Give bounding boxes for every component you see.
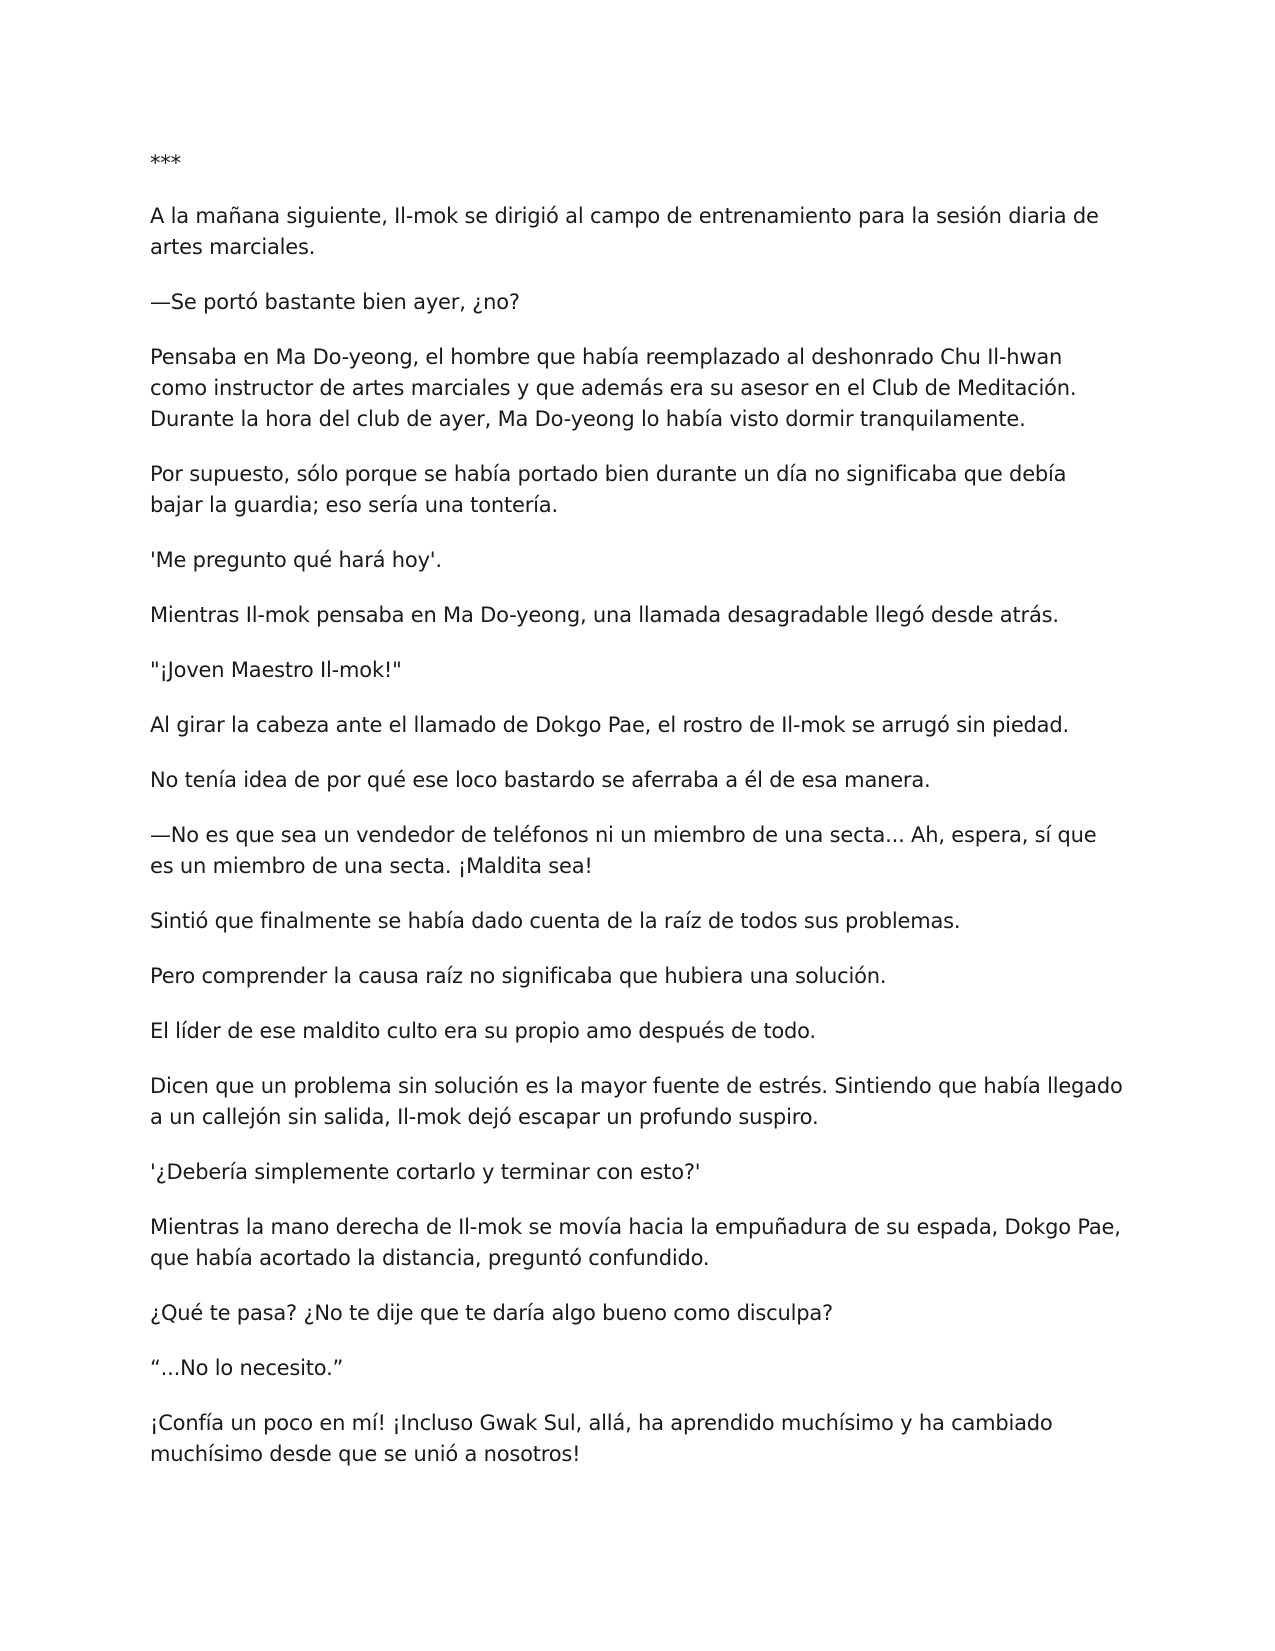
paragraph: Sintió que finalmente se había dado cuenta de la raíz de todos sus problemas. bbox=[150, 909, 961, 933]
section-separator: *** bbox=[150, 151, 181, 175]
paragraph: Mientras Il-mok pensaba en Ma Do-yeong, una llamada desagradable llegó desde atrás. bbox=[150, 603, 1059, 627]
paragraph: '¿Debería simplemente cortarlo y terminar con esto?' bbox=[150, 1160, 701, 1184]
paragraph: ¿Qué te pasa? ¿No te dije que te daría algo bueno como disculpa? bbox=[150, 1301, 833, 1325]
paragraph: Pensaba en Ma Do-yeong, el hombre que había reemplazado al deshonrado Chu Il-hwan como instructor de artes marciales y que además era su asesor en el Club de Meditación. Durante la hora del club de ayer, Ma Do-yeong lo había visto dormir tranquilamente. bbox=[150, 345, 1077, 431]
paragraph: No tenía idea de por qué ese loco bastardo se aferraba a él de esa manera. bbox=[150, 768, 931, 792]
paragraph: El líder de ese maldito culto era su propio amo después de todo. bbox=[150, 1019, 816, 1043]
paragraph: Dicen que un problema sin solución es la mayor fuente de estrés. Sintiendo que había llegado a un callejón sin salida, Il-mok dejó escapar un profundo suspiro. bbox=[150, 1074, 1123, 1129]
paragraph: “...No lo necesito.” bbox=[150, 1356, 344, 1380]
paragraph: "¡Joven Maestro Il-mok!" bbox=[150, 658, 402, 682]
paragraph: —Se portó bastante bien ayer, ¿no? bbox=[150, 290, 520, 314]
paragraph: ¡Confía un poco en mí! ¡Incluso Gwak Sul, allá, ha aprendido muchísimo y ha cambiado muchísimo desde que se unió a nosotros! bbox=[150, 1411, 1053, 1466]
document-body bbox=[150, 148, 1125, 1494]
paragraph: A la mañana siguiente, Il-mok se dirigió al campo de entrenamiento para la sesión diaria de artes marciales. bbox=[150, 204, 1099, 259]
paragraph: Al girar la cabeza ante el llamado de Dokgo Pae, el rostro de Il-mok se arrugó sin piedad. bbox=[150, 713, 1069, 737]
paragraph: —No es que sea un vendedor de teléfonos ni un miembro de una secta... Ah, espera, sí que es un miembro de una secta. ¡Maldita sea! bbox=[150, 823, 1097, 878]
paragraph: 'Me pregunto qué hará hoy'. bbox=[150, 548, 442, 572]
paragraph: Por supuesto, sólo porque se había portado bien durante un día no significaba que debía bajar la guardia; eso sería una tontería. bbox=[150, 462, 1067, 517]
paragraph: Mientras la mano derecha de Il-mok se movía hacia la empuñadura de su espada, Dokgo Pae, que había acortado la distancia, preguntó confundido. bbox=[150, 1215, 1121, 1270]
paragraph: Pero comprender la causa raíz no significaba que hubiera una solución. bbox=[150, 964, 887, 988]
